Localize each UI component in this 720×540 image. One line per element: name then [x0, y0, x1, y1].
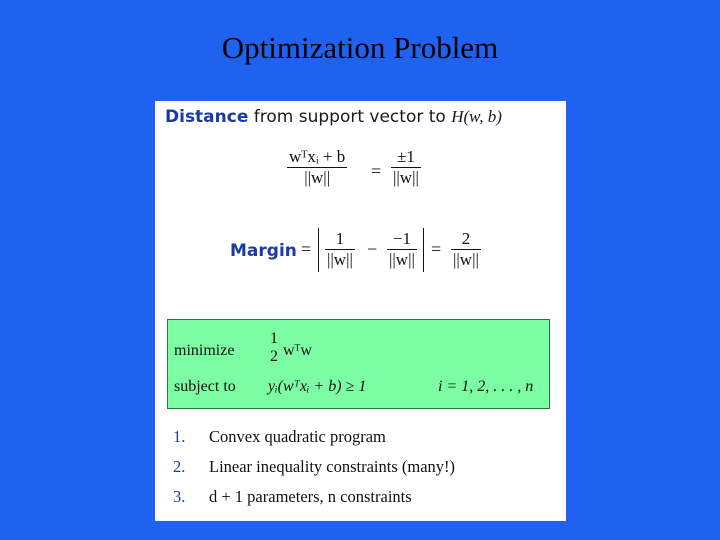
distance-keyword: Distance [165, 107, 249, 127]
distance-norm: ||w|| [393, 168, 419, 187]
margin-norm-3: ||w|| [453, 250, 479, 269]
list-number: 1. [173, 427, 186, 446]
margin-equals-2: = [431, 239, 442, 259]
margin-equals-1: = [301, 239, 312, 259]
margin-norm-2: ||w|| [389, 250, 415, 269]
distance-denominator: ||w|| [304, 168, 331, 187]
slide-title: Optimization Problem [221, 30, 499, 65]
list-text: Convex quadratic program [209, 427, 386, 446]
margin-two: 2 [461, 229, 471, 248]
constraint: yᵢ(wᵀxᵢ + b) ≥ 1 [268, 378, 367, 395]
list-text: Linear inequality constraints (many!) [209, 457, 456, 476]
half-fraction [268, 330, 280, 366]
distance-equals: = [371, 161, 382, 181]
list-number: 2. [173, 457, 186, 476]
distance-sentence [165, 107, 502, 127]
half-denominator: 2 [270, 348, 278, 365]
subject-to-label: subject to [174, 378, 236, 395]
minimize-label: minimize [174, 342, 235, 359]
index-range: i = 1, 2, . . . , n [438, 378, 534, 395]
distance-fraction-left [287, 147, 347, 188]
content-panel [155, 101, 566, 521]
margin-fraction-2 [387, 229, 417, 270]
list-number: 3. [173, 487, 186, 506]
abs-bar-right [423, 228, 424, 272]
margin-neg-one: −1 [392, 229, 411, 248]
margin-fraction-3 [451, 229, 481, 270]
margin-label: Margin [230, 241, 297, 261]
margin-norm-1: ||w|| [327, 250, 353, 269]
distance-text: from support vector to [248, 107, 452, 127]
hyperplane-symbol: H(w, b) [451, 107, 502, 126]
list-text: d + 1 parameters, n constraints [209, 487, 412, 506]
abs-bar-left [318, 228, 319, 272]
distance-pm-one: ±1 [397, 147, 415, 166]
objective: wᵀw [283, 342, 312, 359]
margin-fraction-1 [325, 229, 355, 270]
half-numerator: 1 [270, 330, 278, 347]
margin-minus: − [367, 239, 378, 259]
margin-one: 1 [335, 229, 345, 248]
distance-fraction-right [391, 147, 421, 188]
distance-numerator: wᵀxᵢ + b [289, 147, 346, 166]
optimization-box [167, 319, 550, 409]
